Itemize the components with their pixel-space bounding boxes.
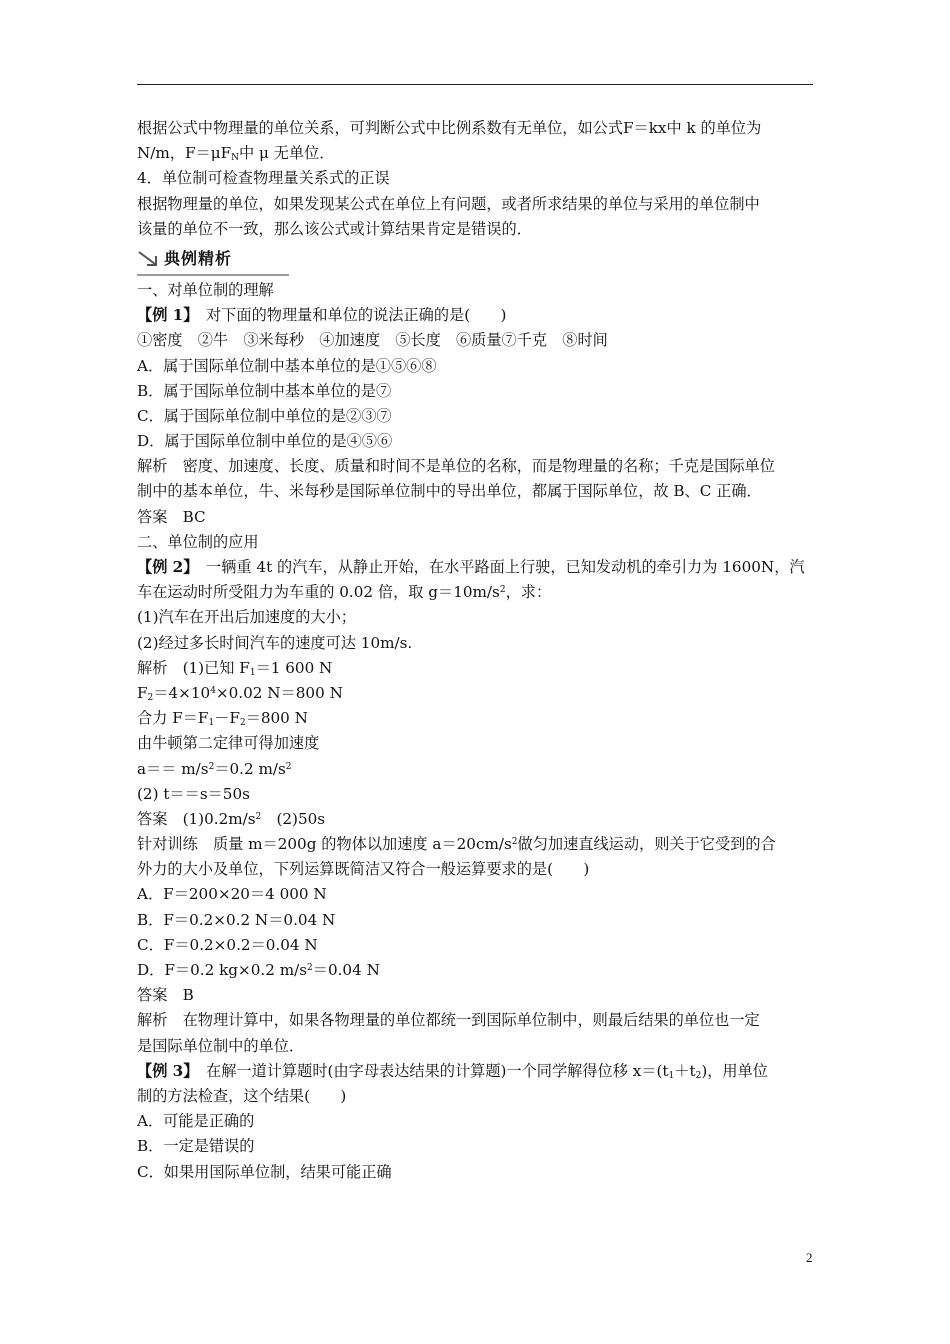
sub-question: (2)经过多长时间汽车的速度可达 10m/s. <box>137 633 413 652</box>
explanation-line: 解析 在物理计算中，如果各物理量的单位都统一到国际单位制中，则最后结果的单位也一定 <box>137 1011 760 1030</box>
text: F <box>137 683 148 702</box>
text: －F <box>214 709 240 728</box>
solution-line: 由牛顿第二定律可得加速度 <box>137 734 320 753</box>
superscript: 2 <box>499 585 506 596</box>
part-title: 二、单位制的应用 <box>137 532 259 551</box>
example-items: ①密度 ②牛 ③米每秒 ④加速度 ⑤长度 ⑥质量⑦千克 ⑧时间 <box>137 331 608 350</box>
part-title: 一、对单位制的理解 <box>137 280 274 299</box>
option-c: C．如果用国际单位制，结果可能正确 <box>137 1162 392 1181</box>
option-c: C．F＝0.2×0.2＝0.04 N <box>137 935 318 954</box>
text: 车在运动时所受阻力为车重的 0.02 倍，取 g＝10m/s <box>137 583 500 602</box>
option-d: D．属于国际单位制中单位的是④⑤⑥ <box>137 432 393 451</box>
example-label: 【例 2】 <box>137 558 191 576</box>
section-header <box>137 244 817 278</box>
option-b: B．F＝0.2×0.2 N＝0.04 N <box>137 910 336 929</box>
text: 答案 (1)0.2m/s <box>137 809 256 828</box>
subscript: 2 <box>239 718 246 729</box>
superscript: 2 <box>255 811 262 822</box>
subscript: N <box>231 153 240 164</box>
solution-line <box>137 757 817 782</box>
text: 根据公式中物理量的单位关系，可判断公式中比例系数有无单位，如公式 <box>137 119 623 137</box>
answer: 答案 BC <box>137 507 206 526</box>
explanation-line: 制中的基本单位，牛、米每秒是国际单位制中的导出单位，都属于国际单位，故 B、C 正确． <box>137 482 762 501</box>
section-rule <box>137 274 289 276</box>
page-number: 2 <box>806 1250 813 1265</box>
option-b: B．一定是错误的 <box>137 1137 255 1156</box>
subscript: 1 <box>668 1070 675 1081</box>
text: 合力 F＝F <box>137 709 209 728</box>
solution-line <box>137 706 817 731</box>
subscript: 2 <box>147 692 154 703</box>
text: 解析 (1)已知 F <box>137 658 250 677</box>
page-content <box>137 116 817 1185</box>
text: ×0.02 N＝800 N <box>215 683 343 702</box>
training-question: 外力的大小及单位，下列运算既简洁又符合一般运算要求的是( ) <box>137 860 590 879</box>
text: ＝0.04 N <box>312 961 380 979</box>
option-a: A．可能是正确的 <box>137 1112 255 1131</box>
paragraph-line: 该量的单位不一致，那么该公式或计算结果肯定是错误的． <box>137 219 532 238</box>
header-rule <box>137 84 813 85</box>
example-label: 【例 1】 <box>137 306 191 325</box>
superscript: 2 <box>307 963 313 973</box>
text: ＝1 600 N <box>255 658 333 677</box>
superscript: 2 <box>285 761 292 772</box>
paragraph-line <box>137 116 817 141</box>
solution-line <box>137 656 817 681</box>
text: )，用单位 <box>701 1061 768 1080</box>
text: 在解一道计算题时(由字母表达结果的计算题)一个同学解得位移 x＝(t <box>206 1061 669 1080</box>
text: ＋t <box>674 1061 696 1080</box>
option-d <box>137 958 817 983</box>
superscript: 2 <box>208 761 215 772</box>
section-title: 典例精析 <box>164 248 233 268</box>
paragraph-line: 根据物理量的单位，如果发现某公式在单位上有问题，或者所求结果的单位与采用的单位制中 <box>137 194 760 213</box>
text: ，求： <box>505 583 552 602</box>
text: 中 k 的单位为 <box>666 119 762 137</box>
text: 中 μ 无单位． <box>239 144 335 163</box>
paragraph-line <box>137 141 817 166</box>
example-question <box>137 580 817 605</box>
option-c: C．属于国际单位制中单位的是②③⑦ <box>137 406 392 425</box>
option-a: A．F＝200×20＝4 000 N <box>137 885 327 904</box>
superscript: 4 <box>210 685 216 696</box>
text: 一辆重 4t 的汽车，从静止开始，在水平路面上行驶，已知发动机的牵引力为 1600N，汽 <box>206 558 805 576</box>
subscript: 1 <box>249 667 256 678</box>
text: 针对训练 质量 m＝200g 的物体以加速度 a＝20cm/s <box>137 835 512 854</box>
subscript: 2 <box>695 1070 702 1081</box>
answer: 答案 B <box>137 986 194 1005</box>
text: 做匀加速直线运动，则关于它受到的合 <box>517 835 776 854</box>
example-label: 【例 3】 <box>137 1061 191 1080</box>
text: ＝4×10 <box>153 683 211 702</box>
example-question <box>137 1059 817 1084</box>
example-question <box>137 303 817 328</box>
explanation-line: 是国际单位制中的单位． <box>137 1036 305 1055</box>
text: ＝0.2 m/s <box>214 759 286 778</box>
text: a＝＝ m/s <box>137 759 209 778</box>
sub-question: (1)汽车在开出后加速度的大小； <box>137 608 356 627</box>
heading-4: 4．单位制可检查物理量关系式的正误 <box>137 169 390 188</box>
text: D．F＝0.2 kg×0.2 m/s <box>137 961 308 979</box>
example-question: 制的方法检查，这个结果( ) <box>137 1086 347 1105</box>
option-a: A．属于国际单位制中基本单位的是①⑤⑥⑧ <box>137 356 437 375</box>
solution-line: (2) t＝＝s＝50s <box>137 784 250 803</box>
text: N/m，F＝μF <box>137 144 232 163</box>
arrow-icon <box>137 250 159 268</box>
solution-line <box>137 681 817 706</box>
example-question <box>137 555 817 580</box>
text: ＝800 N <box>245 709 308 728</box>
text: 对下面的物理量和单位的说法正确的是( ) <box>206 306 507 325</box>
training-question <box>137 832 817 857</box>
formula: F＝kx <box>623 119 667 137</box>
option-b: B．属于国际单位制中基本单位的是⑦ <box>137 381 392 400</box>
text: (2)50s <box>261 809 326 828</box>
subscript: 1 <box>208 718 215 729</box>
superscript: 2 <box>511 837 518 848</box>
answer <box>137 807 817 832</box>
explanation-line: 解析 密度、加速度、长度、质量和时间不是单位的名称，而是物理量的名称；千克是国际单位 <box>137 457 775 476</box>
